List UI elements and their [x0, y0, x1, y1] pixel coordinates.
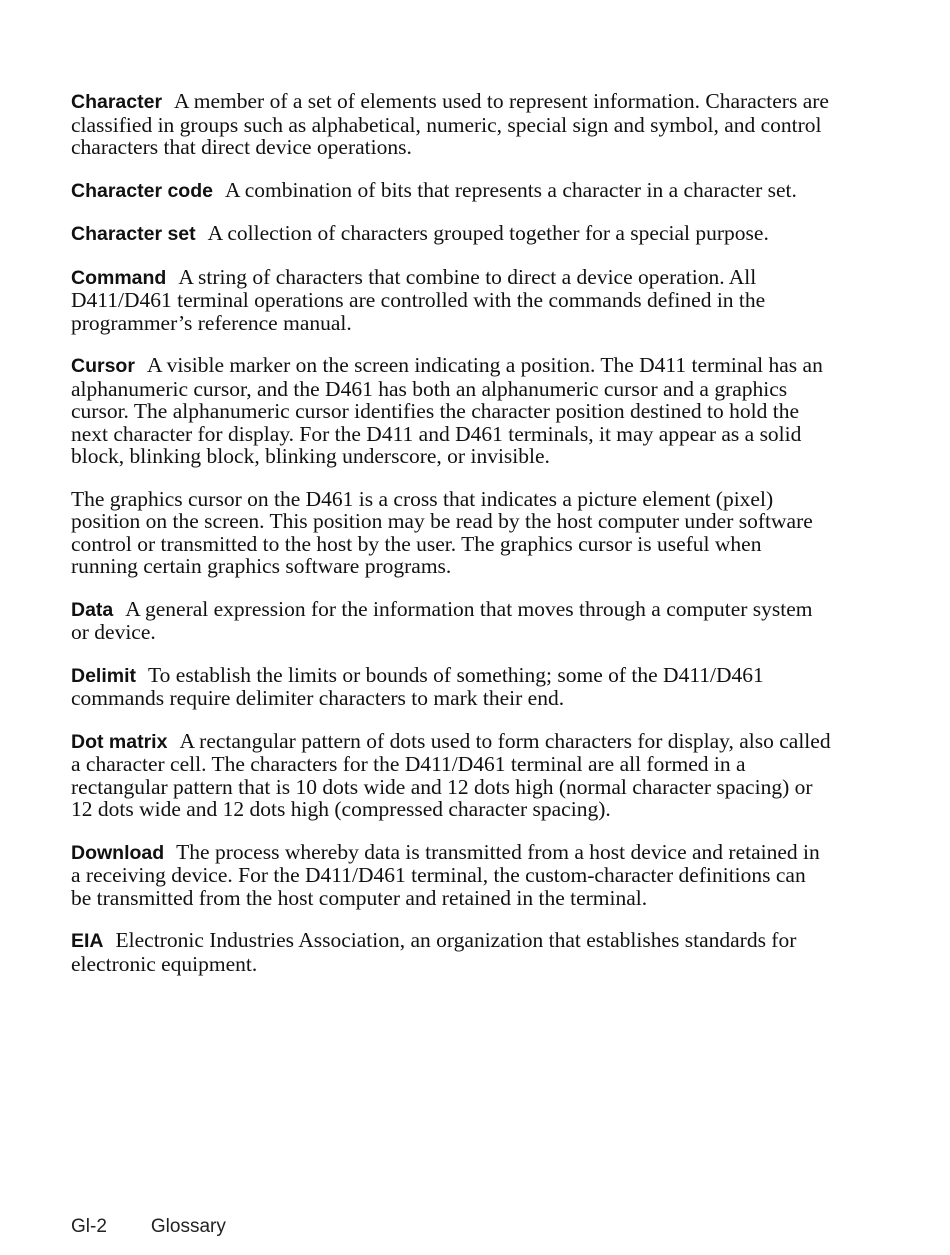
glossary-definition: A member of a set of elements used to represent information. Characters are classified in groups such as alphabetical, numeric, special sign and symbol, and control characters that direct device operations.	[71, 89, 829, 159]
glossary-term: Character code	[71, 179, 213, 202]
glossary-entry-data	[71, 598, 831, 644]
glossary-definition: A collection of characters grouped together for a special purpose.	[207, 221, 769, 245]
glossary-term: Data	[71, 598, 114, 621]
glossary-term: EIA	[71, 930, 104, 952]
glossary-definition: A rectangular pattern of dots used to form characters for display, also called a character cell. The characters for the D411/D461 terminal are all formed in a rectangular pattern that is 10 dots wide and 12 dots high (normal character spacing) or 12 dots wide and 12 dots high (compressed character spacing).	[71, 728, 831, 821]
glossary-definition: A combination of bits that represents a character in a character set.	[224, 177, 797, 202]
glossary-definition: To establish the limits or bounds of something; some of the D411/D461 commands require delimiter characters to mark their end.	[71, 662, 764, 710]
glossary-entry-cursor	[71, 354, 831, 468]
glossary-page	[71, 90, 831, 995]
glossary-entry-command	[71, 266, 831, 335]
glossary-entry-character	[71, 90, 831, 159]
glossary-term: Delimit	[71, 664, 137, 687]
glossary-entry-dot-matrix	[71, 730, 831, 821]
glossary-entry-delimit	[71, 664, 831, 710]
glossary-definition: A general expression for the information that moves through a computer system or device.	[71, 596, 813, 644]
glossary-entry-eia	[71, 929, 831, 975]
glossary-definition: Electronic Industries Association, an organization that establishes standards for electronic equipment.	[71, 928, 797, 976]
glossary-term: Dot matrix	[71, 730, 168, 753]
glossary-entry-cursor-continuation: The graphics cursor on the D461 is a cross that indicates a picture element (pixel) position on the screen. This position may be read by the host computer under software control or transmitted to the host by the user. The graphics cursor is useful when running certain graphics software programs.	[71, 486, 813, 578]
glossary-term: Cursor	[71, 355, 135, 377]
page-number: Gl-2	[71, 1216, 107, 1237]
glossary-term: Download	[71, 841, 165, 864]
page-footer	[71, 1216, 226, 1238]
glossary-entry-download	[71, 841, 831, 910]
glossary-definition: A visible marker on the screen indicating a position. The D411 terminal has an alphanumeric cursor, and the D461 has both an alphanumeric cursor and a graphics cursor. The alphanumeric cursor identifies the character position destined to hold the next character for display. For the D411 and D461 terminals, it may appear as a solid block, blinking block, blinking underscore, or invisible.	[71, 353, 823, 468]
section-title: Glossary	[150, 1216, 226, 1237]
glossary-term: Character	[71, 91, 163, 113]
glossary-entry-character-code	[71, 179, 831, 203]
glossary-entry-character-set	[71, 222, 831, 246]
glossary-definition: The process whereby data is transmitted from a host device and retained in a receiving device. For the D411/D461 terminal, the custom-character definitions can be transmitted from the host computer and retained in the terminal.	[71, 839, 820, 910]
glossary-term: Character set	[71, 223, 196, 245]
glossary-definition: A string of characters that combine to direct a device operation. All D411/D461 terminal operations are controlled with the commands defined in the programmer’s reference manual.	[71, 264, 766, 335]
glossary-term: Command	[71, 266, 167, 289]
